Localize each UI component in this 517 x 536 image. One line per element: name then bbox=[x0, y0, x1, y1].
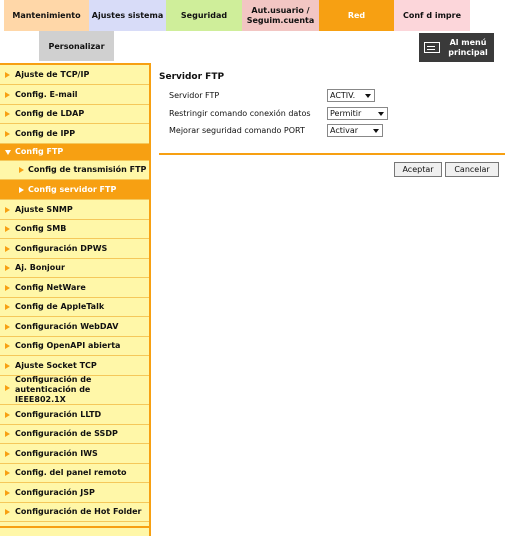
arrow-right-icon bbox=[5, 92, 10, 98]
field-label-restringir: Restringir comando conexión datos bbox=[169, 109, 311, 118]
sidebar-item-netware[interactable]: Config NetWare bbox=[0, 278, 149, 298]
sidebar-item-bonjour[interactable]: Aj. Bonjour bbox=[0, 259, 149, 278]
mejorar-port-select[interactable] bbox=[327, 124, 383, 137]
sidebar-item-panel-remoto[interactable]: Config. del panel remoto bbox=[0, 464, 149, 483]
menu-list-icon bbox=[424, 42, 440, 53]
sidebar-bottom-divider bbox=[0, 526, 149, 528]
arrow-right-icon bbox=[5, 324, 10, 330]
sidebar-item-jsp[interactable]: Configuración JSP bbox=[0, 483, 149, 503]
sidebar-item-openapi[interactable]: Config OpenAPI abierta bbox=[0, 337, 149, 356]
sidebar-item-lltd[interactable]: Configuración LLTD bbox=[0, 405, 149, 425]
field-label-mejorar-port: Mejorar seguridad comando PORT bbox=[169, 126, 305, 135]
sidebar-item-ipp[interactable]: Config de IPP bbox=[0, 124, 149, 144]
tab-conf-impre[interactable]: Conf d impre bbox=[394, 0, 470, 31]
arrow-right-icon bbox=[5, 490, 10, 496]
accept-button[interactable]: Aceptar bbox=[394, 162, 442, 177]
tab-personalizar[interactable]: Personalizar bbox=[39, 31, 114, 61]
arrow-right-icon bbox=[5, 285, 10, 291]
arrow-right-icon bbox=[5, 265, 10, 271]
arrow-right-icon bbox=[19, 167, 24, 173]
tab-red[interactable]: Red bbox=[319, 0, 394, 31]
sidebar-item-socket-tcp[interactable]: Ajuste Socket TCP bbox=[0, 356, 149, 376]
tab-aut-usuario[interactable]: Aut.usuario / Seguim.cuenta bbox=[242, 0, 319, 31]
tab-ajustes-sistema[interactable]: Ajustes sistema bbox=[89, 0, 166, 31]
sidebar-item-ftp-transmision[interactable]: Config de transmisión FTP bbox=[0, 161, 149, 180]
restringir-conexion-select[interactable] bbox=[327, 107, 388, 120]
mejorar-port-value: Activar bbox=[330, 126, 359, 135]
arrow-down-icon bbox=[5, 150, 11, 155]
arrow-right-icon bbox=[5, 304, 10, 310]
sidebar-item-hot-folder[interactable]: Configuración de Hot Folder bbox=[0, 503, 149, 522]
arrow-right-icon bbox=[5, 207, 10, 213]
tab-seguridad[interactable]: Seguridad bbox=[166, 0, 242, 31]
arrow-right-icon bbox=[5, 72, 10, 78]
main-menu-button[interactable] bbox=[419, 33, 494, 62]
chevron-down-icon bbox=[365, 94, 371, 98]
top-tab-bar bbox=[0, 0, 517, 31]
sidebar-item-ieee8021x[interactable]: Configuración de autenticación de IEEE802.1X bbox=[0, 376, 149, 405]
main-menu-label: Al menú principal bbox=[448, 37, 488, 57]
servidor-ftp-select[interactable] bbox=[327, 89, 375, 102]
sidebar-item-email[interactable]: Config. E-mail bbox=[0, 85, 149, 105]
sidebar-item-iws[interactable]: Configuración IWS bbox=[0, 444, 149, 464]
sidebar-item-appletalk[interactable]: Config de AppleTalk bbox=[0, 298, 149, 317]
arrow-right-icon bbox=[5, 111, 10, 117]
sidebar-item-smb[interactable]: Config SMB bbox=[0, 220, 149, 239]
arrow-right-icon bbox=[5, 343, 10, 349]
arrow-right-icon bbox=[5, 451, 10, 457]
arrow-right-icon bbox=[5, 226, 10, 232]
arrow-right-icon bbox=[5, 431, 10, 437]
arrow-right-icon bbox=[5, 246, 10, 252]
sidebar-item-snmp[interactable]: Ajuste SNMP bbox=[0, 200, 149, 220]
sidebar-item-ldap[interactable]: Config de LDAP bbox=[0, 105, 149, 124]
sidebar-item-ftp-servidor[interactable]: Config servidor FTP bbox=[0, 180, 149, 200]
page-title: Servidor FTP bbox=[159, 72, 225, 82]
arrow-right-icon bbox=[5, 412, 10, 418]
arrow-right-icon bbox=[5, 509, 10, 515]
arrow-right-icon bbox=[19, 187, 24, 193]
sidebar bbox=[0, 63, 151, 536]
sidebar-item-ssdp[interactable]: Configuración de SSDP bbox=[0, 425, 149, 444]
sidebar-item-ftp[interactable]: Config FTP bbox=[0, 144, 149, 161]
restringir-conexion-value: Permitir bbox=[330, 109, 362, 118]
chevron-down-icon bbox=[373, 129, 379, 133]
content-divider bbox=[159, 153, 505, 155]
field-label-servidor-ftp: Servidor FTP bbox=[169, 91, 220, 100]
sidebar-item-tcp-ip[interactable]: Ajuste de TCP/IP bbox=[0, 65, 149, 85]
chevron-down-icon bbox=[378, 112, 384, 116]
tab-mantenimiento[interactable]: Mantenimiento bbox=[4, 0, 89, 31]
sidebar-item-dpws[interactable]: Configuración DPWS bbox=[0, 239, 149, 259]
arrow-right-icon bbox=[5, 131, 10, 137]
arrow-right-icon bbox=[5, 363, 10, 369]
arrow-right-icon bbox=[5, 470, 10, 476]
arrow-right-icon bbox=[5, 385, 10, 391]
sidebar-item-webdav[interactable]: Configuración WebDAV bbox=[0, 317, 149, 337]
servidor-ftp-value: ACTIV. bbox=[330, 91, 356, 100]
cancel-button[interactable]: Cancelar bbox=[445, 162, 499, 177]
